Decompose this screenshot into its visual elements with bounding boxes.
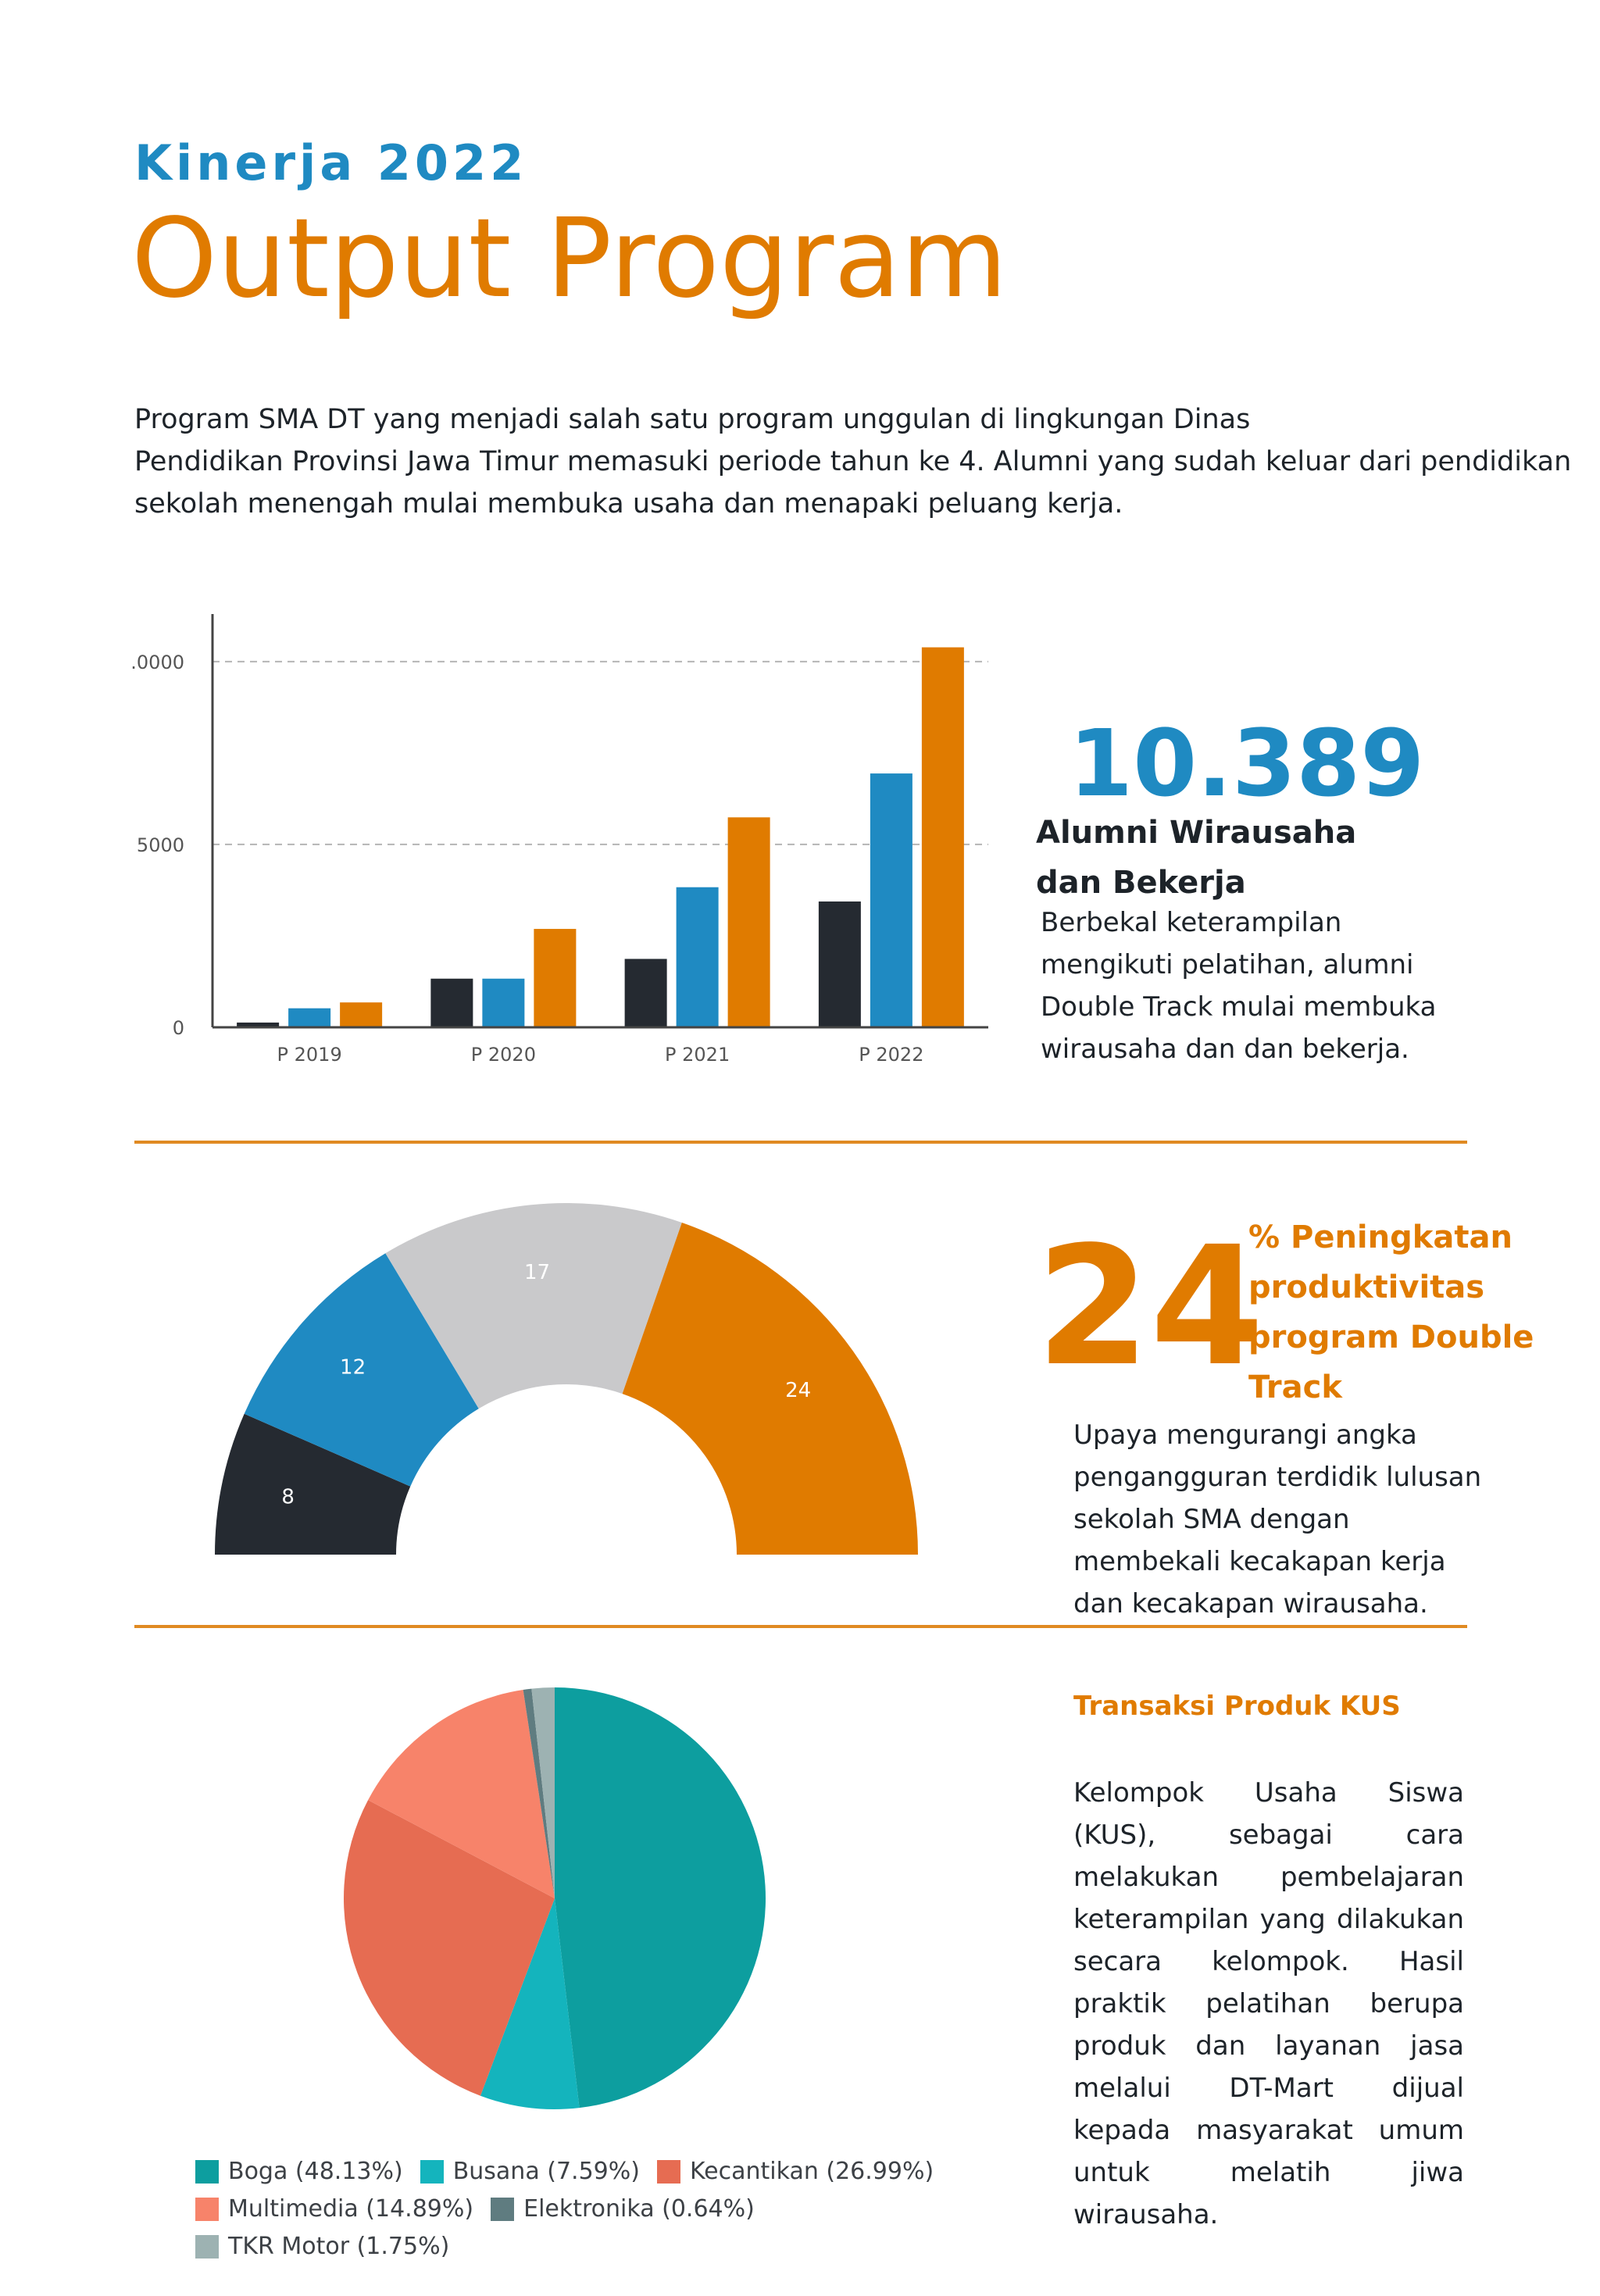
kus-pie-legend — [195, 2153, 977, 2266]
legend-swatch — [195, 2160, 219, 2184]
bar-series-1 — [430, 979, 473, 1027]
bar-x-tick-label: P 2021 — [665, 1044, 730, 1066]
legend-swatch — [657, 2160, 680, 2184]
bar-series-3 — [728, 817, 770, 1027]
bar-x-tick-label: P 2022 — [859, 1044, 924, 1066]
bar-y-tick-label: 0 — [172, 1017, 184, 1039]
productivity-description: Upaya mengurangi angka pengangguran terdidik lulusan sekolah SMA dengan membekali kecakapan kerja dan kecakapan wirausaha. — [1073, 1419, 1482, 1619]
donut-slice-label: 8 — [281, 1485, 295, 1509]
alumni-bar-chart — [117, 609, 1000, 1094]
bar-x-tick-label: P 2019 — [277, 1044, 342, 1066]
bar-y-tick-label: .0000 — [130, 651, 184, 673]
page-title: Output Program — [131, 195, 1008, 323]
bar-series-1 — [625, 959, 667, 1027]
intro-line: Pendidikan Provinsi Jawa Timur memasuki periode tahun ke 4. Alumni yang sudah keluar dari pendidikan — [134, 446, 1572, 477]
bar-series-3 — [340, 1002, 382, 1027]
legend-swatch — [491, 2198, 514, 2221]
kus-pie-chart — [328, 1672, 781, 2125]
productivity-label: % Peningkatan produktivitas program Double Track — [1248, 1219, 1534, 1405]
legend-item-kecantikan: Kecantikan (26.99%) — [657, 2153, 934, 2191]
alumni-count: 10.389 — [1069, 709, 1425, 817]
page-kicker: Kinerja 2022 — [134, 134, 528, 191]
legend-item-elektronika: Elektronika (0.64%) — [491, 2191, 755, 2228]
kus-description: Kelompok Usaha Siswa (KUS), sebagai cara melakukan pembelajaran keterampilan yang dilakukan secara kelompok. Hasil praktik pelatihan berupa produk dan layanan jasa melalui DT-Mart dijual kepada masyarakat umum untuk melatih jiwa wirausaha. — [1073, 1777, 1464, 2230]
pie-slice — [555, 1687, 766, 2108]
bar-series-3 — [922, 648, 964, 1027]
legend-swatch — [195, 2198, 219, 2221]
productivity-value: 24 — [1036, 1211, 1265, 1402]
donut-slice — [623, 1223, 918, 1555]
productivity-half-donut — [195, 1187, 945, 1570]
intro-line: Program SMA DT yang menjadi salah satu program unggulan di lingkungan Dinas — [134, 404, 1251, 435]
bar-series-2 — [288, 1009, 330, 1027]
bar-x-tick-label: P 2020 — [470, 1044, 536, 1066]
section-divider — [134, 1141, 1467, 1144]
legend-item-tkr-motor: TKR Motor (1.75%) — [195, 2228, 449, 2266]
intro-line: sekolah menengah mulai membuka usaha dan menapaki peluang kerja. — [134, 488, 1123, 520]
bar-series-3 — [534, 929, 576, 1027]
legend-item-boga: Boga (48.13%) — [195, 2153, 403, 2191]
legend-swatch — [195, 2235, 219, 2259]
legend-item-multimedia: Multimedia (14.89%) — [195, 2191, 473, 2228]
donut-slice-label: 17 — [524, 1260, 551, 1284]
intro-paragraph — [134, 398, 1572, 525]
alumni-description: Berbekal keterampilan mengikuti pelatihan, alumni Double Track mulai membuka wirausaha dan dan bekerja. — [1041, 907, 1437, 1065]
section-divider — [134, 1625, 1467, 1628]
bar-series-2 — [482, 979, 524, 1027]
legend-item-busana: Busana (7.59%) — [420, 2153, 640, 2191]
donut-slice-label: 24 — [785, 1379, 812, 1403]
bar-series-2 — [870, 773, 912, 1027]
bar-y-tick-label: 5000 — [136, 834, 184, 856]
kus-title: Transaksi Produk KUS — [1073, 1691, 1401, 1722]
alumni-label: Alumni Wirausaha dan Bekerja — [1036, 815, 1357, 901]
legend-swatch — [420, 2160, 444, 2184]
bar-series-2 — [677, 887, 719, 1027]
donut-slice-label: 12 — [340, 1355, 366, 1380]
bar-series-1 — [819, 902, 861, 1027]
